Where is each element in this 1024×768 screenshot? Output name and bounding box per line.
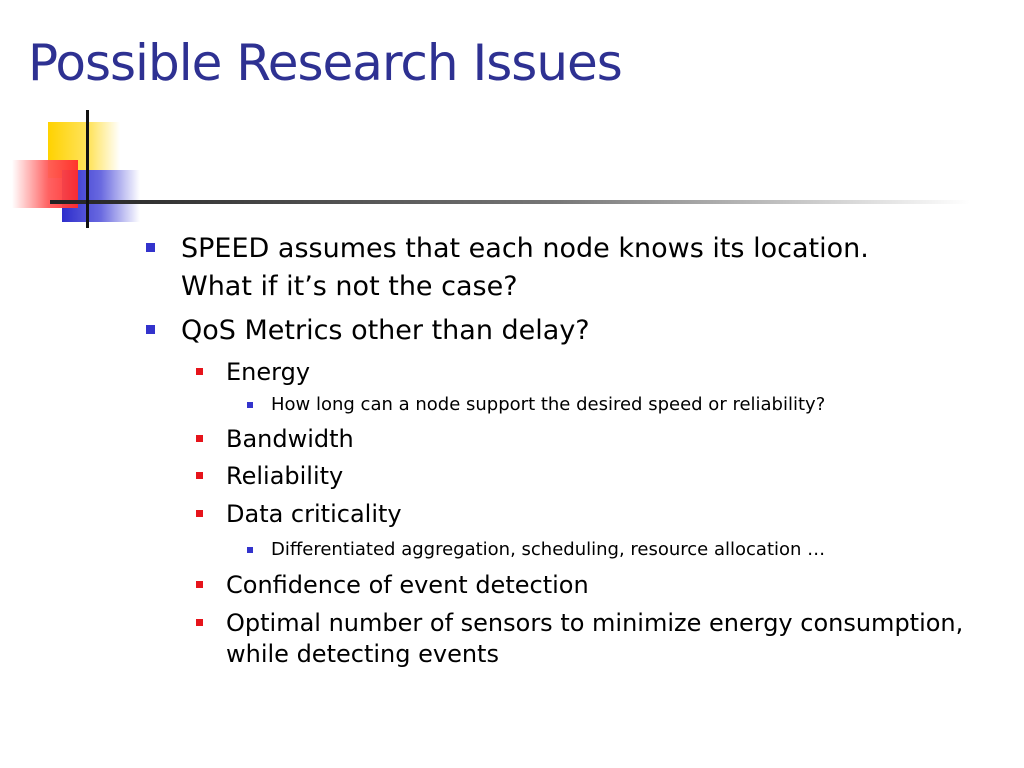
- bullet-square-icon: [196, 472, 203, 479]
- slide-title: Possible Research Issues: [28, 34, 622, 92]
- bullet-text-line: Optimal number of sensors to minimize energy consumption,: [226, 609, 964, 637]
- bullet-item-level1: [181, 312, 590, 350]
- bullet-square-icon: [196, 435, 203, 442]
- bullet-item-level1: [181, 230, 869, 306]
- bullet-item-level2: [226, 461, 343, 492]
- bullet-item-level2: [226, 499, 402, 530]
- bullet-item-level3: [271, 393, 825, 417]
- bullet-square-icon: [196, 581, 203, 588]
- bullet-text-line: How long can a node support the desired speed or reliability?: [271, 394, 826, 415]
- bullet-text-line: Differentiated aggregation, scheduling, resource allocation …: [271, 539, 826, 560]
- bullet-square-icon: [196, 510, 203, 517]
- bullet-item-level2: [226, 570, 589, 601]
- bullet-square-icon: [146, 325, 155, 334]
- bullet-item-level2: [226, 424, 354, 455]
- bullet-item-level2: [226, 608, 963, 670]
- bullet-text-line: Data criticality: [226, 500, 402, 528]
- bullet-text-line: Energy: [226, 358, 311, 386]
- bullet-square-icon: [247, 547, 253, 553]
- bullet-item-level3: [271, 538, 825, 562]
- bullet-square-icon: [196, 619, 203, 626]
- bullet-text-line: while detecting events: [226, 640, 499, 668]
- bullet-item-level2: [226, 357, 310, 388]
- bullet-square-icon: [146, 243, 155, 252]
- bullet-text-line: SPEED assumes that each node knows its location.: [181, 233, 869, 264]
- bullet-text-line: Confidence of event detection: [226, 571, 589, 599]
- bullet-text-line: Bandwidth: [226, 425, 354, 453]
- bullet-square-icon: [196, 368, 203, 375]
- bullet-square-icon: [247, 402, 253, 408]
- bullet-text-line: What if it’s not the case?: [181, 271, 518, 302]
- bullet-text-line: Reliability: [226, 462, 344, 490]
- bullet-text-line: QoS Metrics other than delay?: [181, 315, 590, 346]
